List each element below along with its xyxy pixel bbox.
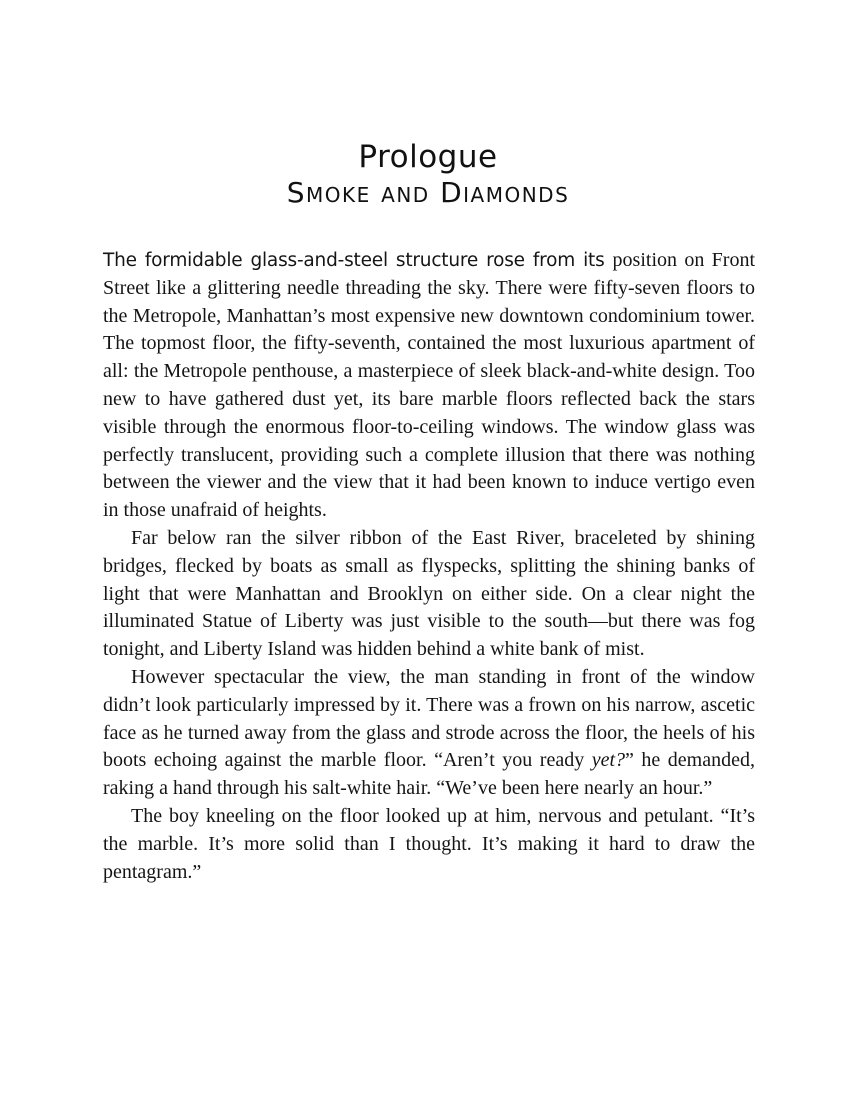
paragraph — [103, 803, 755, 886]
body-copy: position on Front Street like a glittering needle threading the sky. There were fifty-seven floors to the Metropole, Manhattan’s most expensive new downtown condominium tower. The topmost floor, the fifty-seventh, contained the most luxurious apartment of all: the Metropole penthouse, a masterpiece of sleek black-and-white design. Too new to have gathered dust yet, its bare marble floors reflected back the stars visible through the enormous floor-to-ceiling windows. The window glass was perfectly translucent, providing such a complete illusion that there was nothing between the viewer and the view that it had been known to induce vertigo even in those unafraid of heights. — [103, 249, 756, 522]
paragraph — [103, 664, 755, 803]
body-copy: However spectacular the view, the man standing in front of the window didn’t look particularly impressed by it. There was a frown on his narrow, ascetic face as he turned away from the glass and strode across the floor, the heels of his boots echoing against the marble floor. “Aren’t you ready — [103, 665, 755, 772]
body-copy: Far below ran the silver ribbon of the East River, braceleted by shining bridges, flecked by boats as small as flyspecks, splitting the shining banks of light that were Manhattan and Brooklyn on either side. On a clear night the illuminated Statue of Liberty was just visible to the south—but there was fog tonight, and Liberty Island was hidden behind a white bank of mist. — [103, 526, 755, 661]
paragraph — [103, 525, 755, 664]
body-text — [103, 247, 755, 886]
paragraph — [103, 247, 755, 525]
chapter-subtitle: Smoke and Diamonds — [286, 176, 570, 209]
lede-text: The formidable glass-and-steel structure rose from its — [103, 250, 613, 271]
chapter-title: Prologue — [358, 139, 498, 175]
body-copy: ” he demanded, raking a hand through his salt-white hair. “We’ve been here nearly an hour.” — [103, 749, 755, 800]
body-copy: The boy kneeling on the floor looked up at him, nervous and petulant. “It’s the marble. It’s more solid than I thought. It’s making it hard to draw the pentagram.” — [103, 804, 755, 883]
chapter-heading — [0, 139, 856, 210]
italic-text: yet? — [591, 749, 626, 772]
